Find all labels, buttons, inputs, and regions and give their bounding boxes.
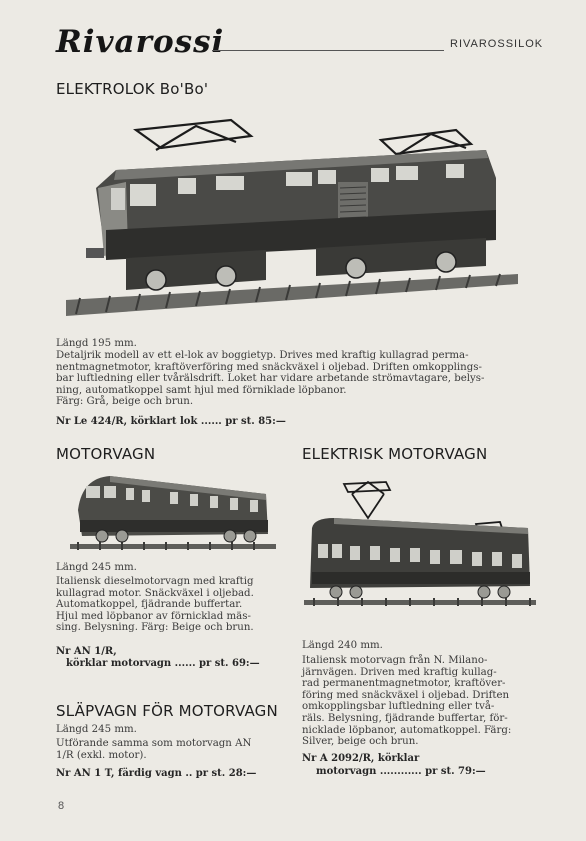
slapvagn-title: SLÄPVAGN FÖR MOTORVAGN	[56, 702, 278, 720]
description-line: rad permanentmagnetmotor, kraftöver-	[302, 678, 506, 690]
description-line: järnvägen. Driven med kraftig kullag-	[302, 666, 497, 678]
elektrolok-price: Nr Le 424/R, körklart lok ...... pr st. 85:—	[56, 416, 286, 427]
description-line: Hjul med löpbanor av förnicklad mäs-	[56, 610, 251, 622]
description-line: kullagrad motor. Snäckväxel i oljebad.	[56, 587, 254, 599]
description-line: Italiensk motorvagn från N. Milano-	[302, 655, 488, 666]
elektrisk-motorvagn-title: ELEKTRISK MOTORVAGN	[302, 445, 488, 463]
description-line: Italiensk dieselmotorvagn med kraftig	[56, 576, 254, 587]
slapvagn-length: Längd 245 mm.	[56, 724, 137, 735]
description-line: bar luftledning eller tvårälsdrift. Loket har vidare arbetande strömavtagare, belys-	[56, 373, 485, 385]
description-line: Detaljrik modell av ett el-lok av boggietyp. Drives med kraftig kullagrad perma-	[56, 350, 469, 361]
description-line: Automatkoppel, fjädrande buffertar.	[56, 599, 243, 611]
elektrisk-motorvagn-description	[302, 655, 511, 748]
elektrisk-motorvagn-price-2: motorvagn ............ pr st. 79:—	[316, 766, 486, 777]
description-line: omkopplingsbar luftledning eller två-	[302, 701, 495, 713]
slapvagn-description	[56, 738, 251, 761]
page-number: 8	[58, 800, 65, 812]
diesel-railcar-photo	[70, 470, 276, 554]
header-label: RIVAROSSILOK	[450, 38, 544, 50]
description-line: nicklade löpbanor, automatkoppel. Färg:	[302, 724, 512, 736]
header-rule	[212, 50, 444, 51]
motorvagn-price-2: körklar motorvagn ...... pr st. 69:—	[66, 658, 260, 669]
elektrolok-length: Längd 195 mm.	[56, 338, 137, 349]
description-line: Färg: Grå, beige och brun.	[56, 396, 194, 408]
description-line: räls. Belysning, fjädrande buffertar, för-	[302, 712, 508, 724]
motorvagn-description	[56, 576, 254, 634]
motorvagn-length: Längd 245 mm.	[56, 562, 137, 573]
elektrisk-motorvagn-length: Längd 240 mm.	[302, 640, 383, 651]
elektrisk-motorvagn-price-1: Nr A 2092/R, körklar	[302, 753, 420, 764]
description-line: nentmagnetmotor, kraftöverföring med snäckväxel i oljebad. Driften omkopplings-	[56, 361, 482, 373]
description-line: Silver, beige och brun.	[302, 736, 419, 748]
elektrolok-title: ELEKTROLOK Bo'Bo'	[56, 80, 209, 98]
electric-railcar-photo	[304, 478, 536, 614]
description-line: sing. Belysning. Färg: Beige och brun.	[56, 622, 254, 634]
slapvagn-price: Nr AN 1 T, färdig vagn .. pr st. 28:—	[56, 768, 257, 779]
description-line: föring med snäckväxel i oljebad. Driften	[302, 689, 510, 701]
motorvagn-price-1: Nr AN 1/R,	[56, 646, 117, 657]
electric-locomotive-photo	[66, 108, 518, 330]
description-line: ning, automatkoppel samt hjul med förniklade löpbanor.	[56, 384, 347, 396]
description-line: 1/R (exkl. motor).	[56, 749, 147, 761]
elektrolok-description	[56, 350, 484, 408]
rivarossi-logo: Rivarossi	[56, 24, 225, 60]
motorvagn-title: MOTORVAGN	[56, 445, 156, 463]
description-line: Utförande samma som motorvagn AN	[56, 738, 252, 749]
